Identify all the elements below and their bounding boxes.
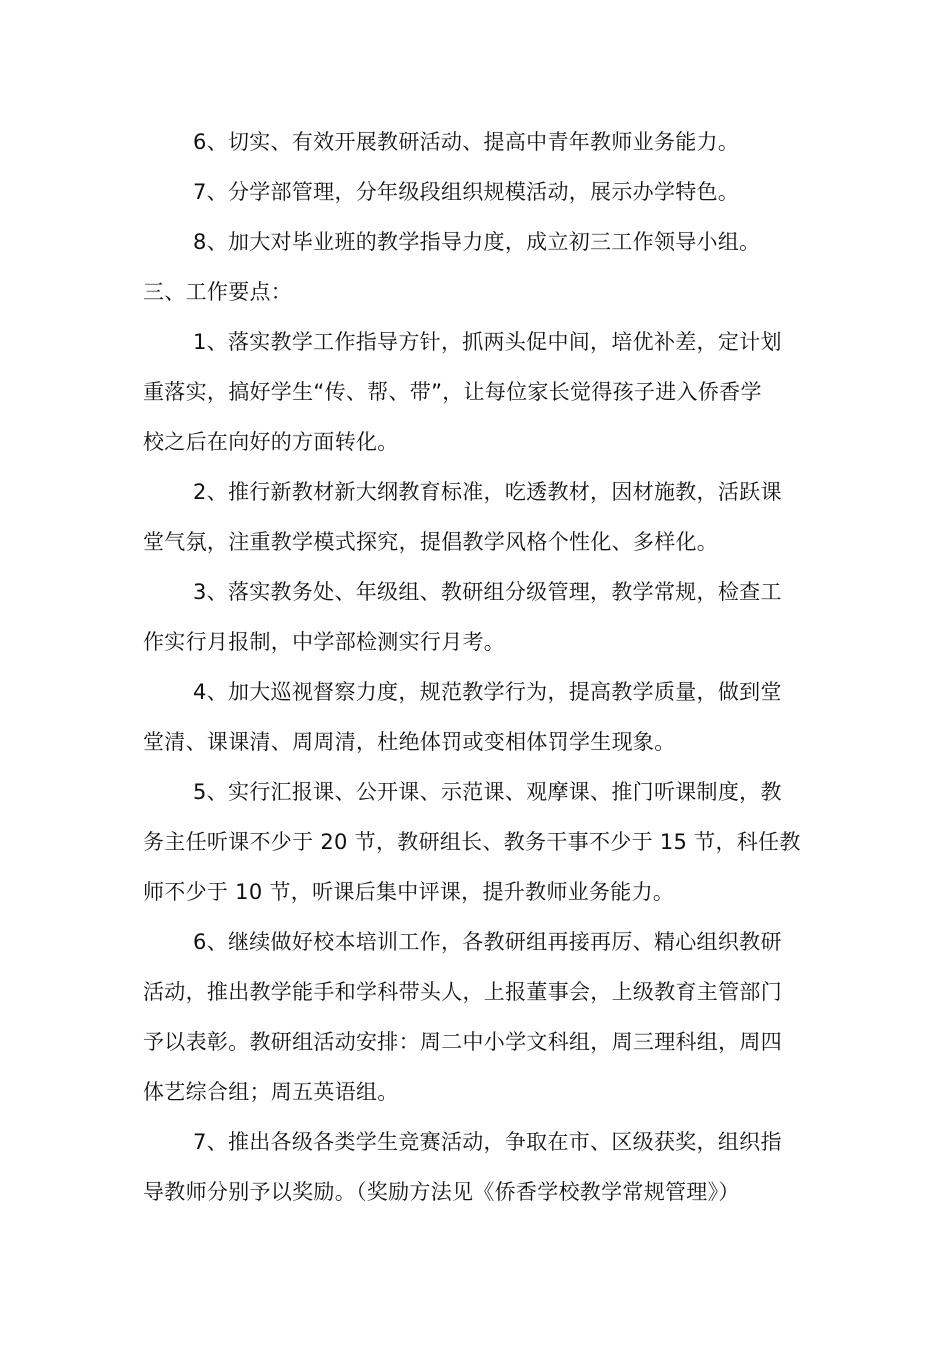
text-line-2: 7、分学部管理，分年级段组织规模活动，展示办学特色。 (193, 180, 740, 204)
text-line-9: 堂气氛，注重教学模式探究，提倡教学风格个性化、多样化。 (143, 530, 719, 554)
text-line-16: 师不少于 10 节，听课后集中评课，提升教师业务能力。 (143, 880, 675, 904)
text-line-12: 4、加大巡视督察力度，规范教学行为，提高教学质量，做到堂 (193, 680, 782, 704)
text-line-11: 作实行月报制，中学部检测实行月考。 (143, 630, 506, 654)
text-line-17: 6、继续做好校本培训工作，各教研组再接再厉、精心组织教研 (193, 930, 782, 954)
text-line-3: 8、加大对毕业班的教学指导力度，成立初三工作领导小组。 (193, 230, 761, 254)
text-line-15: 务主任听课不少于 20 节，教研组长、教务干事不少于 15 节，科任教 (143, 830, 801, 854)
text-line-6: 重落实，搞好学生“传、帮、带”，让每位家长觉得孩子进入侨香学 (143, 380, 762, 404)
text-line-14: 5、实行汇报课、公开课、示范课、观摩课、推门听课制度，教 (193, 780, 782, 804)
text-line-22: 导教师分别予以奖励。（奖励方法见《侨香学校教学常规管理》） (143, 1180, 740, 1204)
text-line-19: 予以表彰。教研组活动安排：周二中小学文科组，周三理科组，周四 (143, 1030, 782, 1054)
text-line-5: 1、落实教学工作指导方针，抓两头促中间，培优补差，定计划 (193, 330, 782, 354)
text-line-18: 活动，推出教学能手和学科带头人，上报董事会，上级教育主管部门 (143, 980, 782, 1004)
text-line-7: 校之后在向好的方面转化。 (143, 430, 399, 454)
section-heading: 三、工作要点： (143, 280, 293, 304)
text-line-1: 6、切实、有效开展教研活动、提高中青年教师业务能力。 (193, 130, 740, 154)
text-line-8: 2、推行新教材新大纲教育标准，吃透教材，因材施教，活跃课 (193, 480, 782, 504)
text-line-13: 堂清、课课清、周周清，杜绝体罚或变相体罚学生现象。 (143, 730, 676, 754)
text-line-10: 3、落实教务处、年级组、教研组分级管理，教学常规，检查工 (193, 580, 782, 604)
text-line-21: 7、推出各级各类学生竞赛活动，争取在市、区级获奖，组织指 (193, 1130, 782, 1154)
text-line-20: 体艺综合组；周五英语组。 (143, 1080, 399, 1104)
